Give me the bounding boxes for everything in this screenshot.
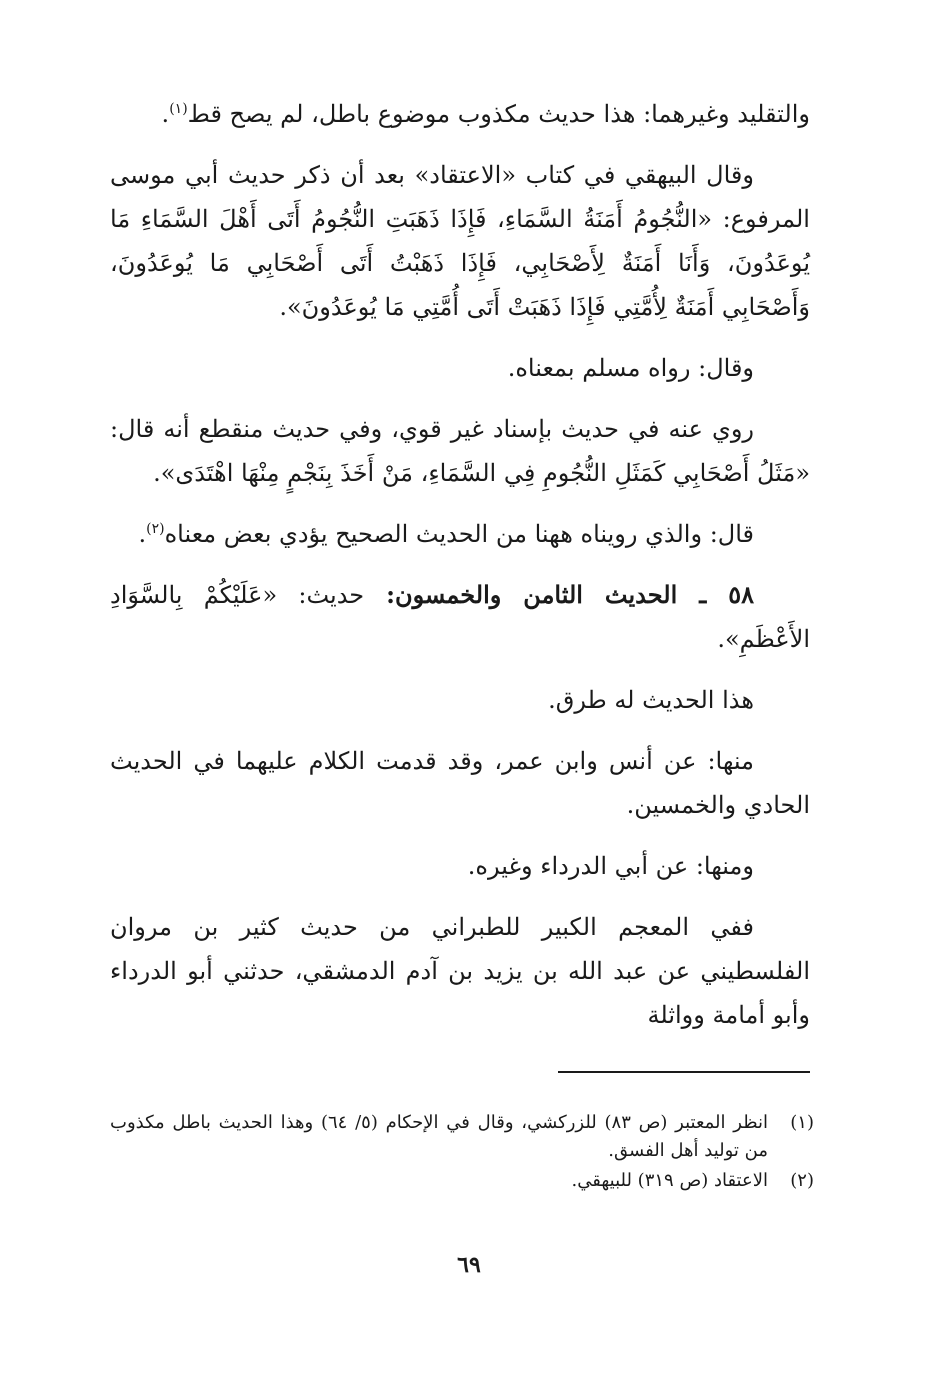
paragraph-2: [110, 153, 810, 329]
footnote-2-text: الاعتقاد (ص ٣١٩) للبيهقي.: [571, 1170, 768, 1191]
paragraph-7: [110, 678, 810, 722]
footnote-2-number: (٢): [790, 1170, 814, 1191]
section-heading: ٥٨ ـ الحديث الثامن والخمسون:: [364, 580, 754, 609]
paragraph-5: قال: والذي رويناه ههنا من الحديث الصحيح يؤدي بعض معناه$^{(٢)}$.: [138, 520, 754, 548]
paragraph-3: [110, 346, 810, 390]
footnote-2: [110, 1167, 814, 1195]
page-number: ٦٩: [457, 1252, 481, 1278]
paragraph-4-lead: روي عنه في حديث بإسناد غير قوي، وفي حديث منقطع أنه قال:: [110, 415, 754, 443]
footnote-ref-1: (١): [169, 101, 188, 117]
paragraph-8: [110, 739, 810, 827]
footnote-1: [110, 1109, 814, 1165]
paragraph-8-text: منها: عن أنس وابن عمر، وقد قدمت الكلام عليهما في الحديث الحادي والخمسين.: [110, 747, 810, 819]
footnote-divider: [558, 1071, 810, 1073]
main-text: [110, 92, 810, 1041]
footnote-ref-2: (٢): [146, 521, 165, 537]
hadith-majority-quote: حديث: «عَلَيْكُمْ بِالسَّوَادِ الأَعْظَمِ».: [110, 581, 810, 653]
paragraph-4: [110, 407, 810, 495]
paragraph-6: [110, 573, 810, 661]
paragraph-3-text: وقال: رواه مسلم بمعناه.: [507, 354, 754, 382]
paragraph-9: [110, 844, 810, 888]
paragraph-1-text: والتقليد وغيرهما: هذا حديث مكذوب موضوع باطل، لم يصح قط: [187, 100, 810, 128]
paragraph-9-text: ومنها: عن أبي الدرداء وغيره.: [467, 852, 754, 880]
footnotes: [110, 1109, 814, 1197]
footnote-1-number: (١): [790, 1112, 814, 1133]
hadith-companions-quote: «مَثَلُ أَصْحَابِي كَمَثَلِ النُّجُومِ فِي السَّمَاءِ، مَنْ أَخَذَ بِنَجْمٍ مِنْهَا اهْتَدَى».: [153, 459, 810, 487]
paragraph-5-text: قال: والذي رويناه ههنا من الحديث الصحيح يؤدي بعض معناه: [164, 520, 754, 548]
paragraph-10: [110, 905, 810, 1037]
paragraph-1: والتقليد وغيرهما: هذا حديث مكذوب موضوع باطل، لم يصح قط$^{(١)}$.: [161, 100, 810, 128]
footnote-1-text: انظر المعتبر (ص ٨٣) للزركشي، وقال في الإحكام (٥/ ٦٤) وهذا الحديث باطل مكذوب من توليد أهل الفسق.: [110, 1112, 768, 1161]
paragraph-2-lead: وقال البيهقي في كتاب «الاعتقاد» بعد أن ذكر حديث أبي موسى المرفوع:: [110, 161, 810, 233]
paragraph-7-text: هذا الحديث له طرق.: [548, 686, 754, 714]
hadith-stars-quote: «النُّجُومُ أَمَنَةُ السَّمَاءِ، فَإِذَا ذَهَبَتِ النُّجُومُ أَتَى أَهْلَ السَّمَاءِ مَا يُوعَدُونَ، وَأَنَا أَمَنَةٌ لِأَصْحَابِي، فَإِذَا ذَهَبْتُ أَتَى أَصْحَابِي مَا يُوعَدُونَ، وَأَصْحَابِي أَمَنَةٌ لِأُمَّتِي فَإِذَا ذَهَبَتْ أَتَى أُمَّتِي مَا يُوعَدُونَ».: [110, 205, 810, 321]
paragraph-10-text: ففي المعجم الكبير للطبراني من حديث كثير بن مروان الفلسطيني عن عبد الله بن يزيد بن آدم الدمشقي، حدثني أبو الدرداء وأبو أمامة وواثلة: [110, 913, 810, 1029]
